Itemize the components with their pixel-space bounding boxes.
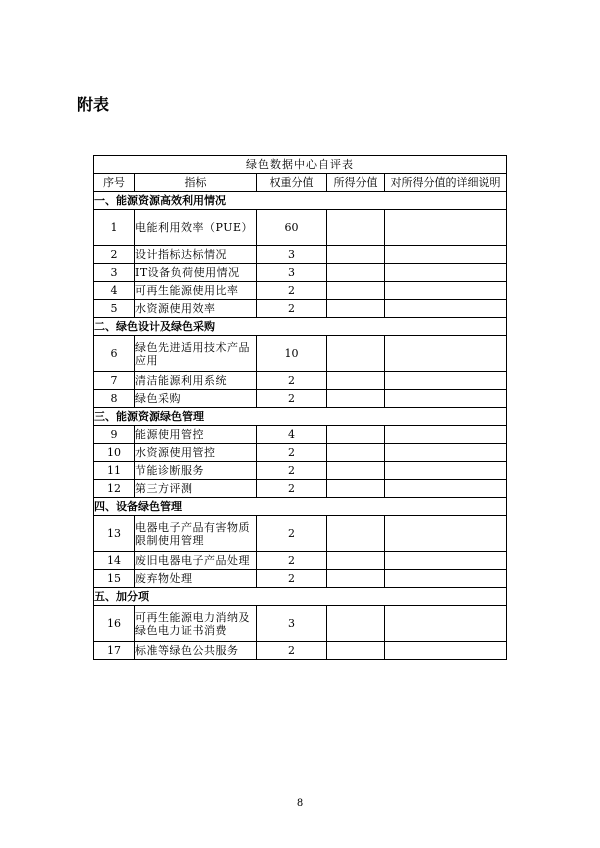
row-number: 8 — [94, 390, 135, 408]
page-number: 8 — [296, 798, 304, 809]
weight-cell: 60 — [257, 210, 327, 246]
score-cell — [327, 426, 385, 444]
section-title: 五、加分项 — [94, 588, 507, 606]
section-row — [94, 192, 507, 210]
weight-cell: 3 — [257, 606, 327, 642]
row-number: 1 — [94, 210, 135, 246]
weight-cell: 2 — [257, 480, 327, 498]
weight-cell: 2 — [257, 444, 327, 462]
table-header-row — [94, 174, 507, 192]
explanation-cell — [385, 282, 507, 300]
indicator-cell: 水资源使用效率 — [135, 300, 257, 318]
score-cell — [327, 246, 385, 264]
weight-cell: 2 — [257, 390, 327, 408]
score-cell — [327, 336, 385, 372]
score-cell — [327, 480, 385, 498]
score-cell — [327, 282, 385, 300]
header-indicator: 指标 — [135, 174, 257, 192]
explanation-cell — [385, 246, 507, 264]
indicator-cell: 电器电子产品有害物质限制使用管理 — [135, 516, 257, 552]
explanation-cell — [385, 606, 507, 642]
section-row — [94, 498, 507, 516]
weight-cell: 3 — [257, 264, 327, 282]
indicator-cell: 绿色先进适用技术产品应用 — [135, 336, 257, 372]
weight-cell: 2 — [257, 552, 327, 570]
self-evaluation-table — [93, 155, 507, 660]
indicator-cell: 设计指标达标情况 — [135, 246, 257, 264]
table-row — [94, 642, 507, 660]
header-score: 所得分值 — [327, 174, 385, 192]
indicator-cell: 第三方评测 — [135, 480, 257, 498]
indicator-cell: 废旧电器电子产品处理 — [135, 552, 257, 570]
section-row — [94, 588, 507, 606]
weight-cell: 2 — [257, 516, 327, 552]
table-row — [94, 210, 507, 246]
score-cell — [327, 264, 385, 282]
table-row — [94, 570, 507, 588]
indicator-cell: IT设备负荷使用情况 — [135, 264, 257, 282]
explanation-cell — [385, 552, 507, 570]
indicator-cell: 电能利用效率（PUE） — [135, 210, 257, 246]
explanation-cell — [385, 480, 507, 498]
weight-cell: 2 — [257, 462, 327, 480]
indicator-cell: 水资源使用管控 — [135, 444, 257, 462]
table-row — [94, 516, 507, 552]
weight-cell: 2 — [257, 372, 327, 390]
row-number: 16 — [94, 606, 135, 642]
weight-cell: 2 — [257, 282, 327, 300]
explanation-cell — [385, 300, 507, 318]
weight-cell: 2 — [257, 300, 327, 318]
score-cell — [327, 462, 385, 480]
indicator-cell: 能源使用管控 — [135, 426, 257, 444]
section-row — [94, 408, 507, 426]
explanation-cell — [385, 570, 507, 588]
row-number: 2 — [94, 246, 135, 264]
table-row — [94, 264, 507, 282]
weight-cell: 4 — [257, 426, 327, 444]
explanation-cell — [385, 264, 507, 282]
weight-cell: 2 — [257, 642, 327, 660]
section-title: 四、设备绿色管理 — [94, 498, 507, 516]
row-number: 11 — [94, 462, 135, 480]
row-number: 9 — [94, 426, 135, 444]
score-cell — [327, 390, 385, 408]
score-cell — [327, 606, 385, 642]
section-row — [94, 318, 507, 336]
row-number: 7 — [94, 372, 135, 390]
explanation-cell — [385, 642, 507, 660]
table-row — [94, 282, 507, 300]
score-cell — [327, 516, 385, 552]
indicator-cell: 标准等绿色公共服务 — [135, 642, 257, 660]
table-row — [94, 390, 507, 408]
weight-cell: 3 — [257, 246, 327, 264]
explanation-cell — [385, 372, 507, 390]
score-cell — [327, 372, 385, 390]
section-title: 三、能源资源绿色管理 — [94, 408, 507, 426]
table-caption-row — [94, 156, 507, 174]
indicator-cell: 绿色采购 — [135, 390, 257, 408]
table-row — [94, 444, 507, 462]
score-cell — [327, 210, 385, 246]
explanation-cell — [385, 210, 507, 246]
table-row — [94, 336, 507, 372]
table-row — [94, 606, 507, 642]
weight-cell: 2 — [257, 570, 327, 588]
score-cell — [327, 300, 385, 318]
section-title: 一、能源资源高效利用情况 — [94, 192, 507, 210]
score-cell — [327, 642, 385, 660]
row-number: 5 — [94, 300, 135, 318]
explanation-cell — [385, 516, 507, 552]
section-title: 二、绿色设计及绿色采购 — [94, 318, 507, 336]
explanation-cell — [385, 462, 507, 480]
row-number: 14 — [94, 552, 135, 570]
header-weight: 权重分值 — [257, 174, 327, 192]
row-number: 12 — [94, 480, 135, 498]
indicator-cell: 可再生能源电力消纳及绿色电力证书消费 — [135, 606, 257, 642]
score-cell — [327, 570, 385, 588]
explanation-cell — [385, 336, 507, 372]
table-row — [94, 246, 507, 264]
score-cell — [327, 552, 385, 570]
row-number: 13 — [94, 516, 135, 552]
indicator-cell: 清洁能源利用系统 — [135, 372, 257, 390]
table-row — [94, 552, 507, 570]
table-row — [94, 480, 507, 498]
table-row — [94, 426, 507, 444]
row-number: 15 — [94, 570, 135, 588]
row-number: 4 — [94, 282, 135, 300]
indicator-cell: 废弃物处理 — [135, 570, 257, 588]
weight-cell: 10 — [257, 336, 327, 372]
explanation-cell — [385, 426, 507, 444]
explanation-cell — [385, 390, 507, 408]
table-row — [94, 300, 507, 318]
row-number: 3 — [94, 264, 135, 282]
table-row — [94, 462, 507, 480]
explanation-cell — [385, 444, 507, 462]
row-number: 10 — [94, 444, 135, 462]
indicator-cell: 节能诊断服务 — [135, 462, 257, 480]
score-cell — [327, 444, 385, 462]
row-number: 17 — [94, 642, 135, 660]
table-row — [94, 372, 507, 390]
header-explanation: 对所得分值的详细说明 — [385, 174, 507, 192]
row-number: 6 — [94, 336, 135, 372]
appendix-title: 附表 — [77, 95, 110, 114]
indicator-cell: 可再生能源使用比率 — [135, 282, 257, 300]
table-caption: 绿色数据中心自评表 — [94, 156, 507, 174]
header-no: 序号 — [94, 174, 135, 192]
